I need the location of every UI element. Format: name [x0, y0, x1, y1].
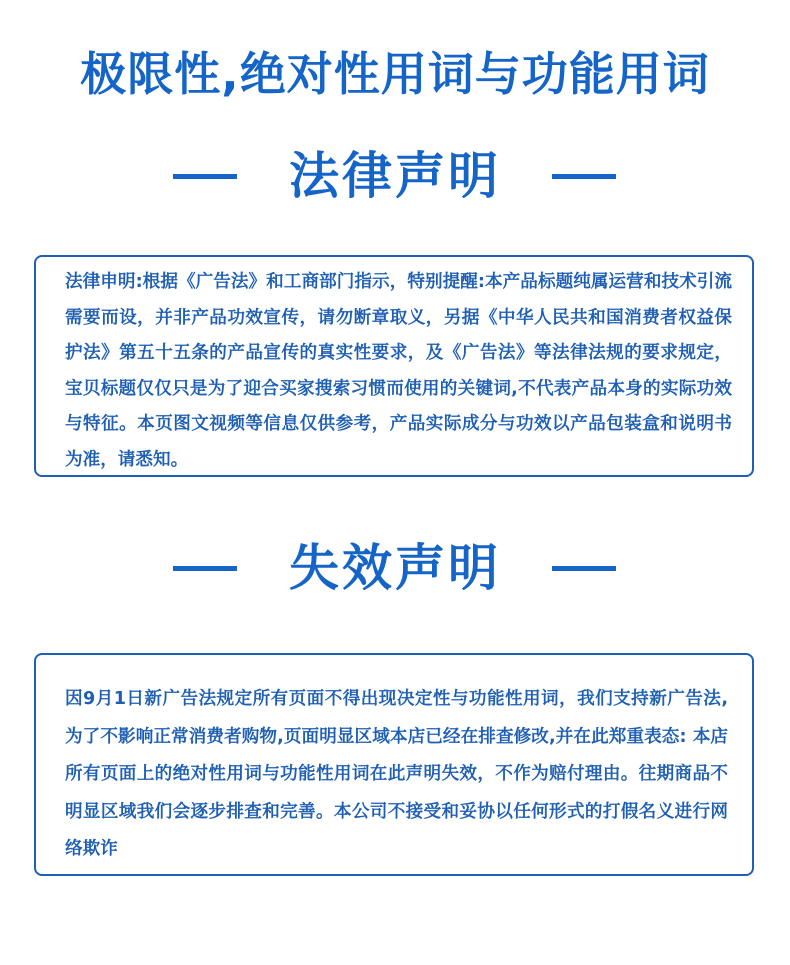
legal-statement-box [34, 255, 754, 477]
legal-statement-title: 法律声明 [289, 147, 501, 205]
invalidity-statement-heading [0, 533, 790, 603]
legal-statement-text: 法律申明:根据《广告法》和工商部门指示，特别提醒:本产品标题纯属运营和技术引流需要而设，并非产品功效宣传，请勿断章取义，另据《中华人民共和国消费者权益保护法》第五十五条的产品宣传的真实性要求，及《广告法》等法律法规的要求规定，宝贝标题仅仅只是为了迎合买家搜索习惯而使用的关键词,不代表产品本身的实际功效与特征。本页图文视频等信息仅供参考，产品实际成分与功效以产品包装盒和说明书为准，请悉知。 [65, 272, 732, 470]
invalidity-statement-title: 失效声明 [289, 539, 501, 597]
heading-dash-right [552, 566, 616, 571]
heading-dash-right [552, 174, 616, 179]
legal-statement-heading [0, 141, 790, 211]
invalidity-statement-text: 因9月1日新广告法规定所有页面不得出现决定性与功能性用词，我们支持新广告法,为了不影响正常消费者购物,页面明显区域本店已经在排查修改,并在此郑重表态: 本店所有页面上的绝对性用词与功能性用词在此声明失效，不作为赔付理由。往期商品不明显区域我们会逐步排查和完善。本公司不接受和妥协以任何形式的打假名义进行网络欺诈 [65, 689, 728, 859]
invalidity-statement-box [34, 653, 754, 876]
page-title: 极限性,绝对性用词与功能用词 [80, 47, 710, 101]
